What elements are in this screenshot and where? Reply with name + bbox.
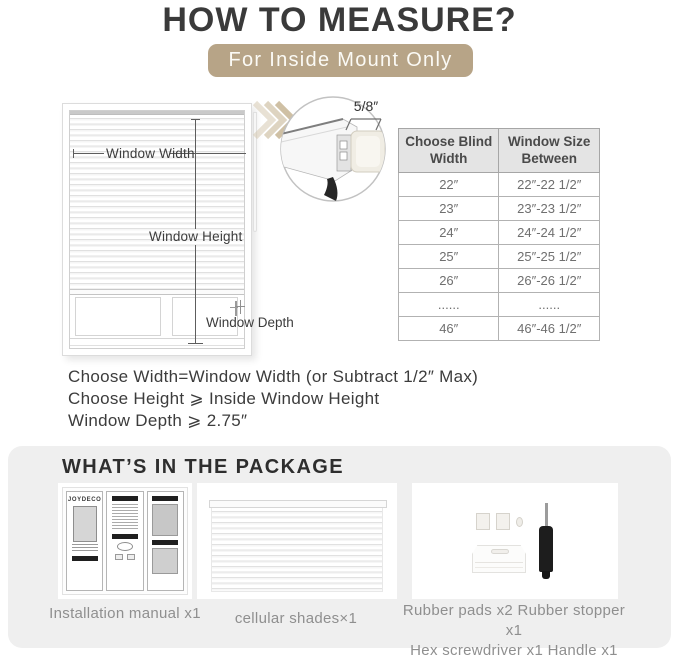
manual-panel-right (147, 491, 184, 591)
column-header-blind-width: Choose Blind Width (399, 129, 499, 173)
caption-hardware (400, 601, 628, 656)
blind-width-cell: 46″ (399, 317, 499, 341)
screwdriver-shaft (545, 503, 548, 527)
manual-text-lines (112, 504, 138, 530)
height-measure-line (195, 245, 196, 343)
manual-panel-middle (106, 491, 143, 591)
hardware-parts-image (412, 483, 618, 599)
window-size-cell: ...... (499, 293, 600, 317)
height-measure-tick (188, 343, 203, 344)
window-size-cell: 26″-26 1/2″ (499, 269, 600, 293)
caption-hardware-line2: Hex screwdriver x1 Handle x1 (410, 642, 618, 656)
table-row (399, 245, 600, 269)
height-measure-line (195, 119, 196, 229)
shade-bottom-rail (70, 289, 244, 295)
table-row (399, 293, 600, 317)
install-step-photo (152, 548, 178, 574)
table-row (399, 269, 600, 293)
blind-width-cell: ...... (399, 293, 499, 317)
rubber-stopper (516, 517, 523, 527)
table-row (399, 173, 600, 197)
window-size-cell: 24″-24 1/2″ (499, 221, 600, 245)
depth-measure-tick (240, 300, 241, 314)
rubber-pad (496, 513, 510, 530)
hardware-diagram (117, 542, 133, 551)
depth-measure-tick (235, 306, 245, 307)
window-depth-label: Window Depth (206, 315, 294, 330)
inside-mount-banner-label: For Inside Mount Only (228, 49, 453, 71)
blind-width-cell: 26″ (399, 269, 499, 293)
window-size-cell: 23″-23 1/2″ (499, 197, 600, 221)
caption-installation-manual: Installation manual x1 (49, 605, 201, 622)
blind-width-cell: 25″ (399, 245, 499, 269)
table-row (399, 317, 600, 341)
manual-text-lines (72, 544, 98, 553)
installation-manual-image (58, 483, 192, 599)
instruction-height: Choose Height ⩾ Inside Window Height (68, 389, 380, 408)
rubber-pad (476, 513, 490, 530)
hardware-icons (107, 554, 142, 560)
width-measure-tick (73, 149, 74, 158)
page-title: HOW TO MEASURE? (162, 1, 517, 39)
shade-headrail (209, 500, 387, 508)
brand-logo: JOYDECO (67, 497, 102, 503)
hex-screwdriver-icon (539, 526, 553, 572)
table-row (399, 221, 600, 245)
manual-section-bar (112, 534, 138, 539)
handle-slot (491, 549, 509, 554)
blind-width-cell: 24″ (399, 221, 499, 245)
window-size-cell: 25″-25 1/2″ (499, 245, 600, 269)
package-section (8, 446, 671, 656)
window-lock (230, 307, 238, 308)
window-size-cell: 46″-46 1/2″ (499, 317, 600, 341)
bracket-depth-label: 5/8″ (353, 98, 379, 114)
cellular-shade (70, 115, 244, 289)
window-height-label: Window Height (149, 229, 243, 244)
caption-hardware-line1: Rubber pads x2 Rubber stopper x1 (402, 602, 626, 639)
window-sill-line-2 (70, 345, 244, 346)
blind-width-cell: 22″ (399, 173, 499, 197)
manual-cover-image (73, 506, 97, 542)
window-pane-left (75, 297, 161, 336)
manual-section-bar (112, 496, 138, 501)
window-lock (235, 301, 237, 316)
bracket-zoom-circle (277, 93, 389, 205)
manual-logo-chip (72, 556, 98, 561)
instruction-depth: Window Depth ⩾ 2.75″ (68, 411, 248, 430)
inside-mount-banner (208, 44, 473, 77)
cellular-shade-pleats (211, 508, 383, 592)
trifold-manual (62, 487, 188, 595)
install-step-photo (152, 504, 178, 536)
measuring-instructions (68, 366, 478, 432)
cellular-shades-image (197, 483, 397, 599)
manual-section-bar (152, 496, 178, 501)
manual-panel-cover (66, 491, 103, 591)
screwdriver-tip (542, 571, 550, 579)
column-header-window-size: Window Size Between (499, 129, 600, 173)
table-row (399, 197, 600, 221)
size-chart-table (398, 128, 600, 341)
window-size-cell: 22″-22 1/2″ (499, 173, 600, 197)
handle-part (472, 545, 526, 573)
headrail-bracket-detail (277, 119, 385, 201)
blind-width-cell: 23″ (399, 197, 499, 221)
height-measure-tick (191, 119, 200, 120)
manual-section-bar (152, 540, 178, 545)
width-measure-line (74, 153, 104, 154)
caption-cellular-shades: cellular shades×1 (234, 610, 358, 627)
instruction-width: Choose Width=Window Width (or Subtract 1/2″ Max) (68, 367, 479, 386)
package-heading: WHAT’S IN THE PACKAGE (62, 456, 344, 478)
window-width-label: Window Width (106, 146, 195, 161)
window-sill-line (70, 338, 244, 339)
